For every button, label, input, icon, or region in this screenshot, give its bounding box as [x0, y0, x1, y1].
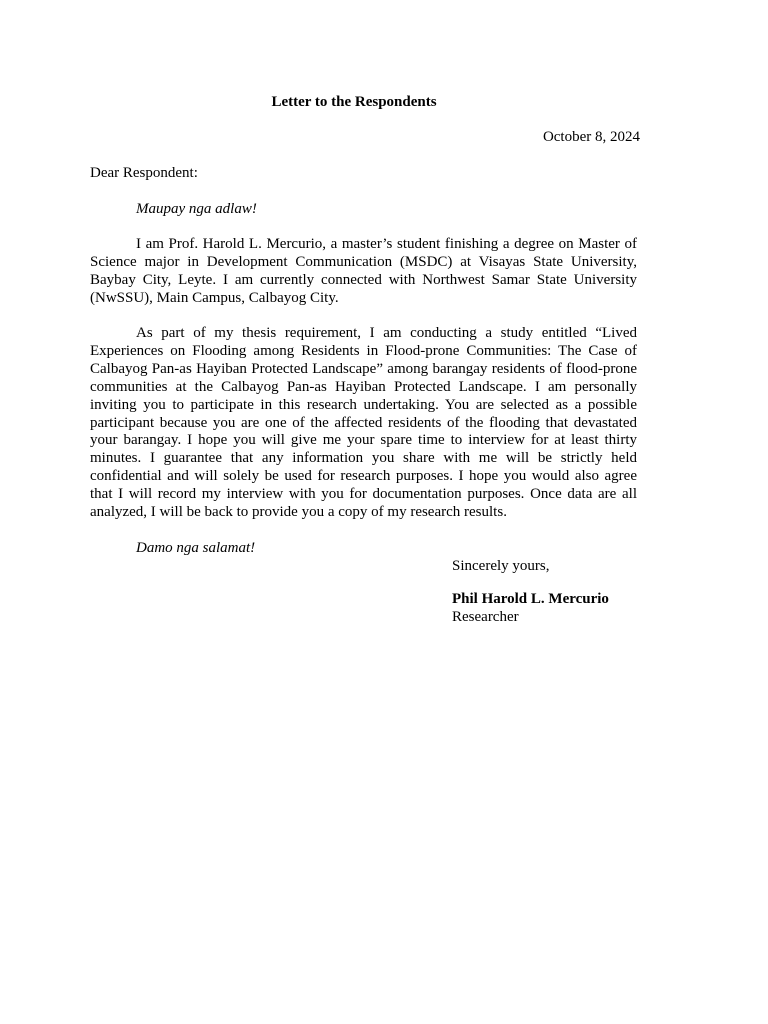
letter-title: Letter to the Respondents — [271, 94, 437, 110]
body-paragraph-request: As part of my thesis requirement, I am conducting a study entitled “Lived Experiences on Flooding among Residents in Flood-prone Communities: The Case of Calbayog Pan-as Hayiban Protected Landscape” among barangay residents of flood-prone communities at the Calbayog Pan-as Hayiban Protected Landscape. I am personally inviting you to participate in this research undertaking. You are selected as a possible participant because you are one of the affected residents of the flooding that devastated your barangay. I hope you will give me your spare time to interview for at least thirty minutes. I guarantee that any information you share with me will be strictly held confidential and will solely be used for research purposes. I hope you would also agree that I will record my interview with you for documentation purposes. Once data are all analyzed, I will be back to provide you a copy of my research results. — [90, 325, 637, 521]
letter-date: October 8, 2024 — [542, 129, 640, 145]
signer-name: Phil Harold L. Mercurio — [452, 591, 609, 607]
greeting: Maupay nga adlaw! — [136, 201, 257, 217]
salutation: Dear Respondent: — [90, 165, 198, 181]
closing-phrase: Damo nga salamat! — [136, 540, 256, 556]
body-paragraph-intro: I am Prof. Harold L. Mercurio, a master’s student finishing a degree on Master of Science major in Development Communication (MSDC) at Visayas State University, Baybay City, Leyte. I am currently connected with Northwest Samar State University (NwSSU), Main Campus, Calbayog City. — [90, 236, 637, 306]
signoff: Sincerely yours, — [452, 558, 550, 574]
signer-role: Researcher — [452, 609, 519, 625]
